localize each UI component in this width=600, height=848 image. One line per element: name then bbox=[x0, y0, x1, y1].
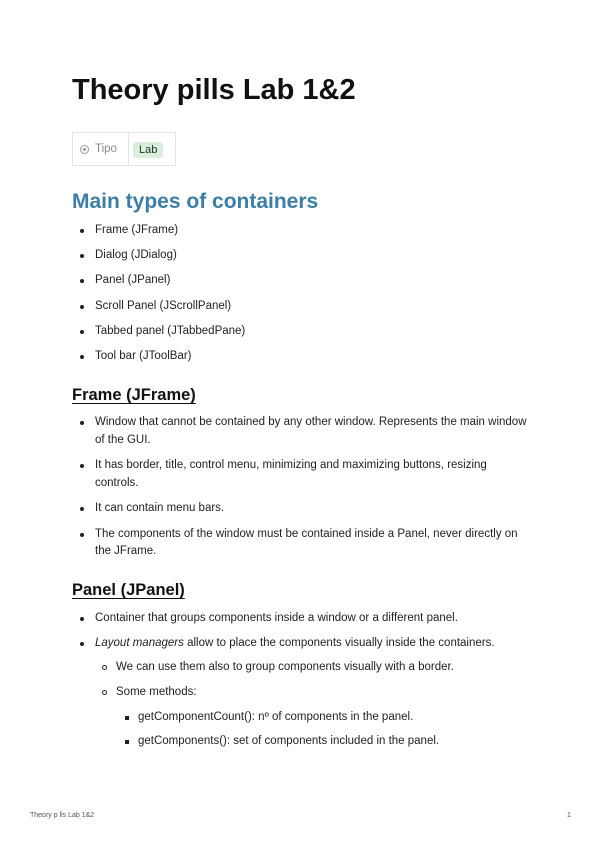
list-item: Scroll Panel (JScrollPanel) bbox=[72, 298, 532, 316]
emphasis-text: Layout managers bbox=[95, 636, 184, 649]
list-item: Window that cannot be contained by any other window. Represents the main window of the GUI. bbox=[72, 414, 532, 449]
list-item: Dialog (JDialog) bbox=[72, 247, 532, 265]
list-item: Container that groups components inside a window or a different panel. bbox=[72, 610, 532, 628]
section-heading-frame: Frame (JFrame) bbox=[72, 386, 196, 404]
tag-lab: Lab bbox=[133, 142, 163, 158]
frame-list bbox=[72, 414, 532, 561]
list-item: Tabbed panel (JTabbedPane) bbox=[72, 323, 532, 341]
page-number: 1 bbox=[567, 812, 571, 819]
list-item: Panel (JPanel) bbox=[72, 272, 532, 290]
list-item-text: allow to place the components visually inside the containers. bbox=[183, 636, 495, 649]
page-title: Theory pills Lab 1&2 bbox=[72, 74, 356, 106]
list-item: It has border, title, control menu, minimizing and maximizing buttons, resizing controls. bbox=[72, 457, 532, 492]
list-item: It can contain menu bars. bbox=[72, 500, 532, 518]
section-heading-panel: Panel (JPanel) bbox=[72, 581, 185, 599]
section-heading-containers: Main types of containers bbox=[72, 190, 319, 213]
list-item: The components of the window must be contained inside a Panel, never directly on the JFrame. bbox=[72, 526, 532, 561]
footer-title: Theory p lls Lab 1&2 bbox=[30, 812, 95, 819]
method-item: getComponentCount(): nº of components in the panel. bbox=[72, 709, 532, 727]
list-item: Frame (JFrame) bbox=[72, 222, 532, 240]
panel-list bbox=[72, 610, 532, 751]
containers-list bbox=[72, 222, 532, 365]
sub-list-item: Some methods: bbox=[72, 684, 532, 702]
property-label: Tipo bbox=[95, 143, 117, 155]
sub-list-item: We can use them also to group components visually with a border. bbox=[72, 659, 532, 677]
method-item: getComponents(): set of components included in the panel. bbox=[72, 733, 532, 751]
list-item bbox=[72, 635, 532, 653]
property-value-cell bbox=[129, 140, 163, 158]
list-item: Tool bar (JToolBar) bbox=[72, 348, 532, 366]
property-row bbox=[72, 132, 176, 166]
select-icon bbox=[80, 145, 89, 154]
property-name-cell bbox=[73, 133, 129, 165]
